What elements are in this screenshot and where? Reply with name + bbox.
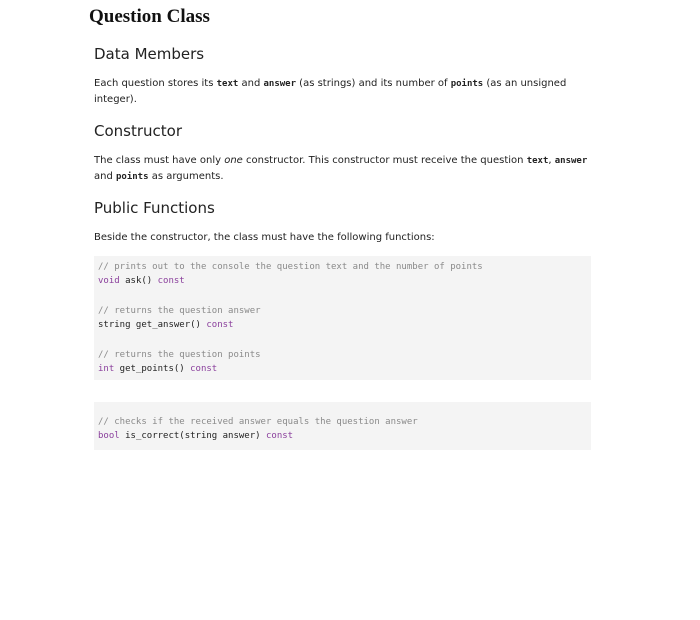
code-comment: // returns the question answer	[98, 306, 261, 316]
inline-code-text: text	[526, 156, 549, 166]
inline-code-answer: answer	[554, 156, 588, 166]
code-signature-get-answer: string get_answer() const	[98, 320, 234, 330]
public-functions-heading: Public Functions	[94, 199, 215, 217]
code-block-getters	[94, 256, 591, 380]
data-members-heading: Data Members	[94, 45, 205, 63]
code-comment: // returns the question points	[98, 350, 261, 360]
constructor-paragraph: The class must have only one constructor. This constructor must receive the question text, answer and points as arguments.	[94, 155, 588, 182]
page-title: Question Class	[89, 6, 210, 27]
emphasis-one: one	[224, 155, 243, 166]
inline-code-answer: answer	[263, 79, 296, 89]
code-comment: // prints out to the console the question text and the number of points	[98, 262, 483, 272]
public-functions-intro: Beside the constructor, the class must have the following functions:	[94, 232, 435, 243]
constructor-heading: Constructor	[94, 122, 183, 140]
code-signature-is-correct: bool is_correct(string answer) const	[98, 431, 294, 441]
code-comment: // checks if the received answer equals the question answer	[98, 417, 418, 427]
inline-code-text: text	[216, 79, 239, 89]
inline-code-points: points	[116, 172, 149, 182]
data-members-paragraph: Each question stores its text and answer (as strings) and its number of points (as an unsigned integer).	[94, 78, 567, 105]
code-signature-ask: void ask() const	[98, 276, 185, 286]
code-signature-get-points: int get_points() const	[98, 364, 218, 374]
code-block-is-correct	[94, 402, 591, 450]
inline-code-points: points	[450, 79, 484, 89]
